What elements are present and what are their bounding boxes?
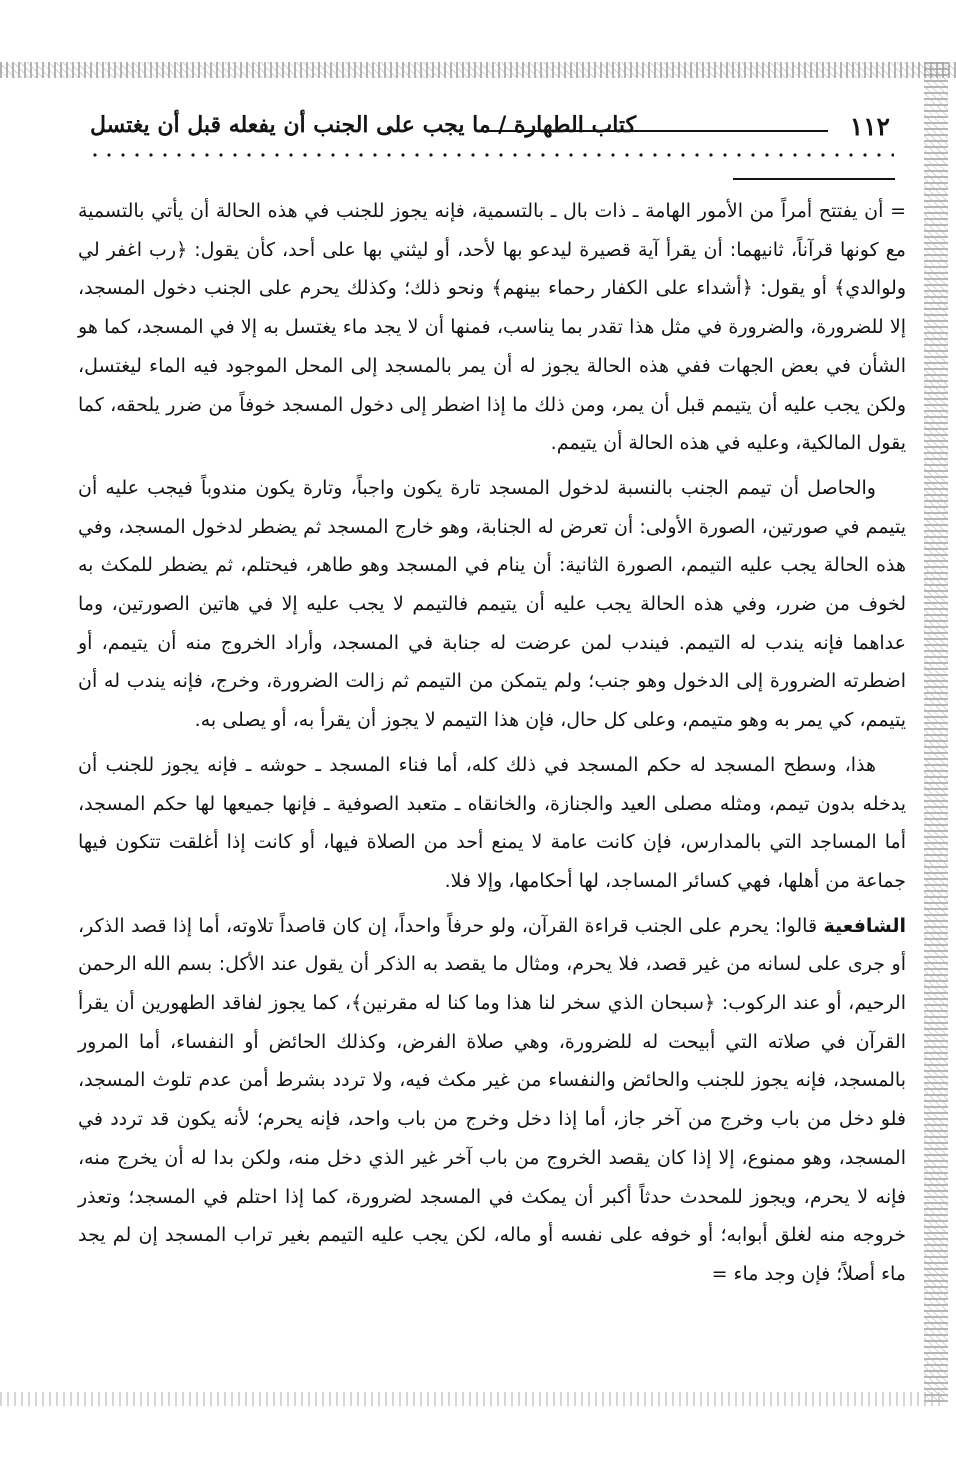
paragraph-4 <box>78 907 906 1294</box>
page-header <box>90 112 890 152</box>
ornamental-border-bottom <box>0 1392 940 1406</box>
ornamental-border-right <box>924 62 948 1402</box>
paragraph-4-text: قالوا: يحرم على الجنب قراءة القرآن، ولو حرفاً واحداً، إن كان قاصداً تلاوته، أما إذا قصد الذكر، أو جرى على لسانه من غير قصد، فلا يحرم، ومثال ما يقصد به الذكر أن يقول عند الأكل: بسم الله الرحمن الرحيم، أو عند الركوب: ﴿سبحان الذي سخر لنا هذا وما كنا له مقرنين﴾، كما يجوز لفاقد الطهورين أن يقرأ القرآن في صلاته التي أبيحت له للضرورة، وهي صلاة الفرض، وكذلك الحائض أو النفساء، أما المرور بالمسجد، فإنه يجوز للجنب والحائض والنفساء من غير مكث فيه، ولا تردد بشرط أمن عدم تلوث المسجد، فلو دخل من باب وخرج من آخر جاز، أما إذا دخل وخرج من باب واحد، فإنه يحرم؛ لأنه يكون قد تردد في المسجد، وهو ممنوع، إلا إذا كان يقصد الخروج من باب آخر غير الذي دخل منه، ولكن بدا له أن يخرج منه، فإنه لا يحرم، ويجوز للمحدث حدثاً أكبر أن يمكث في المسجد لضرورة، كما إذا احتلم في المسجد؛ وتعذر خروجه منه لغلق أبوابه؛ أو خوفه على نفسه أو ماله، لكن يجب عليه التيمم بغير تراب المسجد إن لم يجد ماء أصلاً؛ فإن وجد ماء = <box>78 914 906 1285</box>
paragraph-1: = أن يفتتح أمراً من الأمور الهامة ـ ذات بال ـ بالتسمية، فإنه يجوز للجنب في هذه الحالة أن يأتي بالتسمية مع كونها قرآناً، ثانيهما: أن يقرأ آية قصيرة ليدعو بها لأحد، أو ليثني بها على أحد، كأن يقول: ﴿رب اغفر لي ولوالدي﴾ أو يقول: ﴿أشداء على الكفار رحماء بينهم﴾ ونحو ذلك؛ وكذلك يحرم على الجنب دخول المسجد، إلا للضرورة، والضرورة في مثل هذا تقدر بما يناسب، فمنها أن لا يجد ماء يغتسل به إلا في المسجد، كما هو الشأن في بعض الجهات ففي هذه الحالة يجوز له أن يمر بالمسجد إلى المحل الموجود فيه الماء ليغتسل، ولكن يجب عليه أن يتيمم قبل أن يمر، ومن ذلك ما إذا اضطر إلى دخول المسجد خوفاً من ضرر يلحقه، كما يقول المالكية، وعليه في هذه الحالة أن يتيمم. <box>78 200 906 455</box>
school-keyword: الشافعية <box>823 914 907 937</box>
page-number: ١١٢ <box>849 112 890 141</box>
paragraph-3: هذا، وسطح المسجد له حكم المسجد في ذلك كله، أما فناء المسجد ـ حوشه ـ فإنه يجوز للجنب أن يدخله بدون تيمم، ومثله مصلى العيد والجنازة، والخانقاه ـ متعبد الصوفية ـ فإنها جميعها لها حكم المسجد، أما المساجد التي بالمدارس، فإن كانت عامة لا يمنع أحد من الصلاة فيها، أو كانت إذا أغلقت تتكون فيها جماعة من أهلها، فهي كسائر المساجد، لها أحكامها، وإلا فلا. <box>78 753 906 892</box>
ornamental-border-top <box>0 62 956 78</box>
footnote-separator <box>733 178 895 180</box>
header-dotted-line <box>88 150 894 160</box>
running-title: كتاب الطهارة / ما يجب على الجنب أن يفعله قبل أن يغتسل <box>90 112 637 138</box>
paragraph-2: والحاصل أن تيمم الجنب بالنسبة لدخول المسجد تارة يكون واجباً، وتارة يكون مندوباً فيجب عليه أن يتيمم في صورتين، الصورة الأولى: أن تعرض له الجنابة، وهو خارج المسجد ثم يضطر لدخول المسجد، وفي هذه الحالة يجب عليه التيمم، الصورة الثانية: أن ينام في المسجد وهو طاهر، فيحتلم، ثم يضطر للمكث به لخوف من ضرر، وفي هذه الحالة يجب عليه أن يتيمم فالتيمم لا يجب عليه إلا في هاتين الصورتين، وما عداهما فإنه يندب له التيمم. فيندب لمن عرضت له جنابة في المسجد، وأراد الخروج منه أن يتيمم، أو اضطرته الضرورة إلى الدخول وهو جنب؛ ولم يتمكن من التيمم ثم زالت الضرورة، وخرج، فإنه يندب له أن يتيمم، كي يمر به وهو متيمم، وعلى كل حال، فإن هذا التيمم لا يجوز أن يقرأ به، أو يصلى به. <box>78 476 906 732</box>
body-text <box>78 192 906 1300</box>
